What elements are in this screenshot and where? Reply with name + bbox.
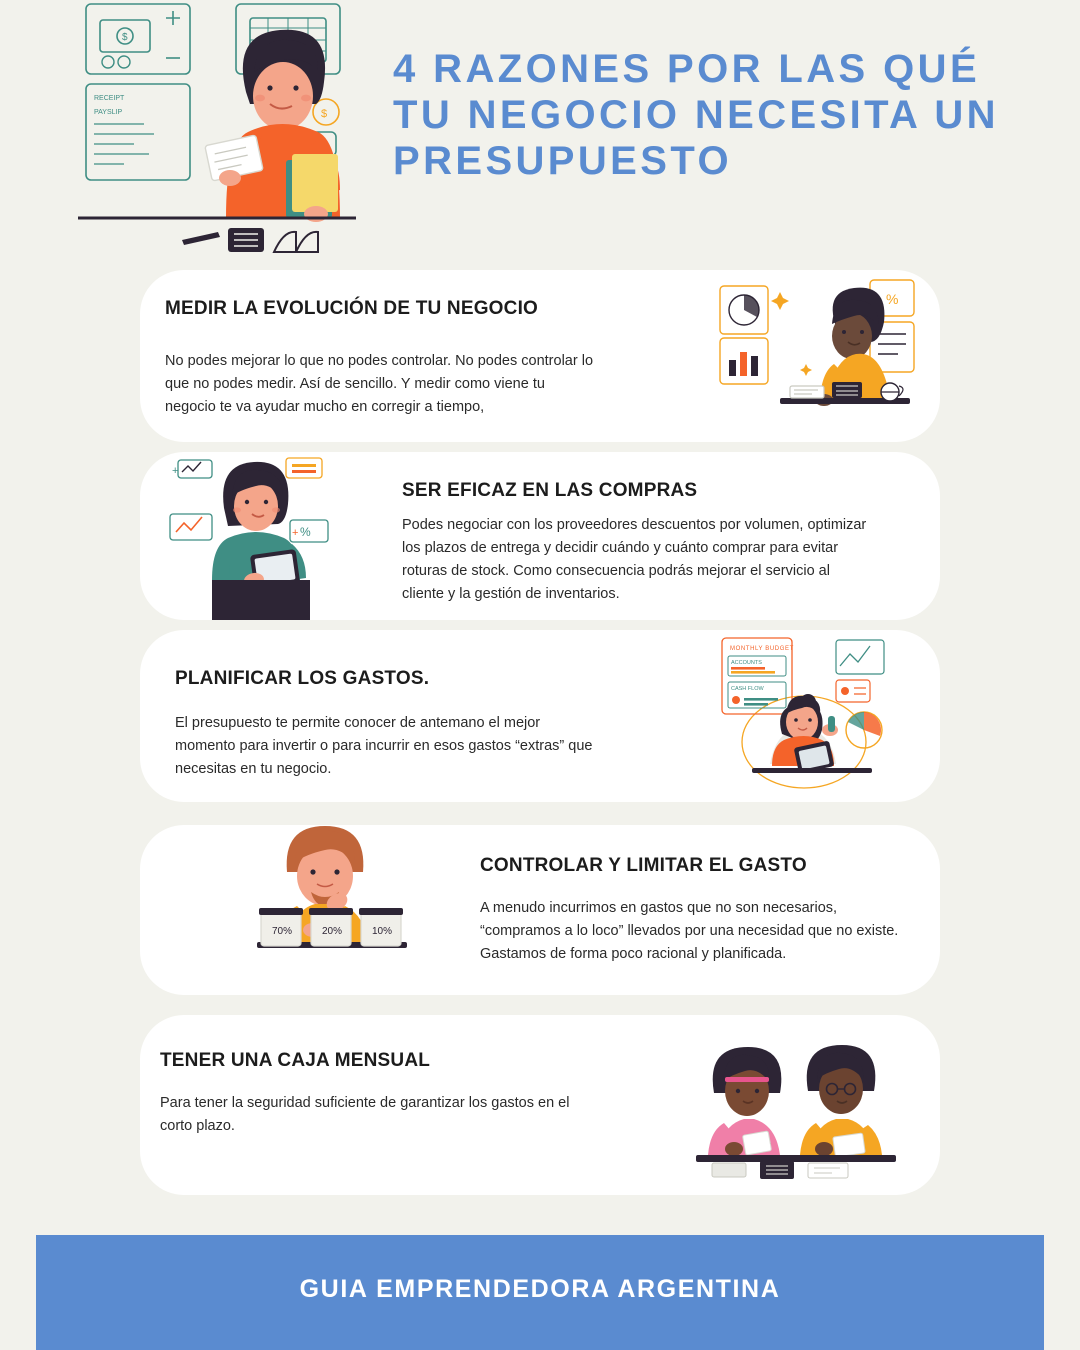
svg-text:PAYSLIP: PAYSLIP [94, 109, 123, 116]
svg-text:RECEIPT: RECEIPT [94, 95, 125, 102]
svg-text:+: + [172, 465, 179, 477]
card-1-body: No podes mejorar lo que no podes controlar. No podes controlar lo que no podes medir. Así de sencillo. Y medir como viene tu negocio te va ayudar mucho en corregir a tiempo, [165, 353, 594, 415]
card-5-body: Para tener la seguridad suficiente de garantizar los gastos en el corto plazo. [160, 1095, 570, 1134]
card-4-title: CONTROLAR Y LIMITAR EL GASTO [480, 855, 807, 876]
card-1-illustration [720, 280, 920, 435]
header [0, 0, 1080, 262]
card-2-title: SER EFICAZ EN LAS COMPRAS [402, 480, 698, 501]
page-title: 4 RAZONES POR LAS QUÉ TU NEGOCIO NECESITA UN PRESUPUESTO [393, 47, 999, 183]
card-4-illustration [225, 810, 425, 985]
card-3-title: PLANIFICAR LOS GASTOS. [175, 668, 430, 689]
footer-banner [36, 1235, 1044, 1350]
reason-card-5 [140, 1015, 940, 1195]
svg-text:ACCOUNTS: ACCOUNTS [731, 660, 762, 666]
footer-text: GUIA EMPRENDEDORA ARGENTINA [299, 1275, 781, 1303]
svg-text:CASH FLOW: CASH FLOW [731, 686, 764, 692]
svg-text:$: $ [321, 108, 328, 120]
hero-illustration [78, 0, 356, 262]
svg-text:%: % [886, 291, 899, 307]
jar-label-1: 70% [272, 926, 293, 937]
card-3-illustration [712, 638, 912, 796]
card-1-title: MEDIR LA EVOLUCIÓN DE TU NEGOCIO [165, 298, 539, 319]
card-5-illustration [690, 1033, 905, 1183]
svg-text:+: + [292, 527, 299, 539]
card-5-title: TENER UNA CAJA MENSUAL [160, 1050, 431, 1071]
reason-card-4 [140, 825, 940, 995]
card-2-illustration [168, 452, 368, 620]
jar-label-3: 10% [372, 926, 393, 937]
card-3-body: El presupuesto te permite conocer de antemano el mejor momento para invertir o para incurrir en esos gastos “extras” que necesitas en tu negocio. [175, 715, 593, 777]
reason-card-3 [140, 630, 940, 802]
card-2-body: Podes negociar con los proveedores descuentos por volumen, optimizar los plazos de entrega y decidir cuándo y cuánto comprar para evitar roturas de stock. Como consecuencia podrás mejorar el servicio al cliente y la gestión de inventarios. [402, 517, 867, 602]
jar-label-2: 20% [322, 926, 343, 937]
svg-text:%: % [300, 525, 311, 539]
svg-text:$: $ [122, 32, 128, 43]
reason-card-2 [140, 452, 940, 620]
svg-text:MONTHLY BUDGET: MONTHLY BUDGET [730, 646, 794, 652]
reason-card-1 [140, 270, 940, 442]
card-4-body: A menudo incurrimos en gastos que no son necesarios, “compramos a lo loco” llevados por una necesidad que no existe. Gastamos de forma poco racional y planificada. [480, 900, 899, 962]
